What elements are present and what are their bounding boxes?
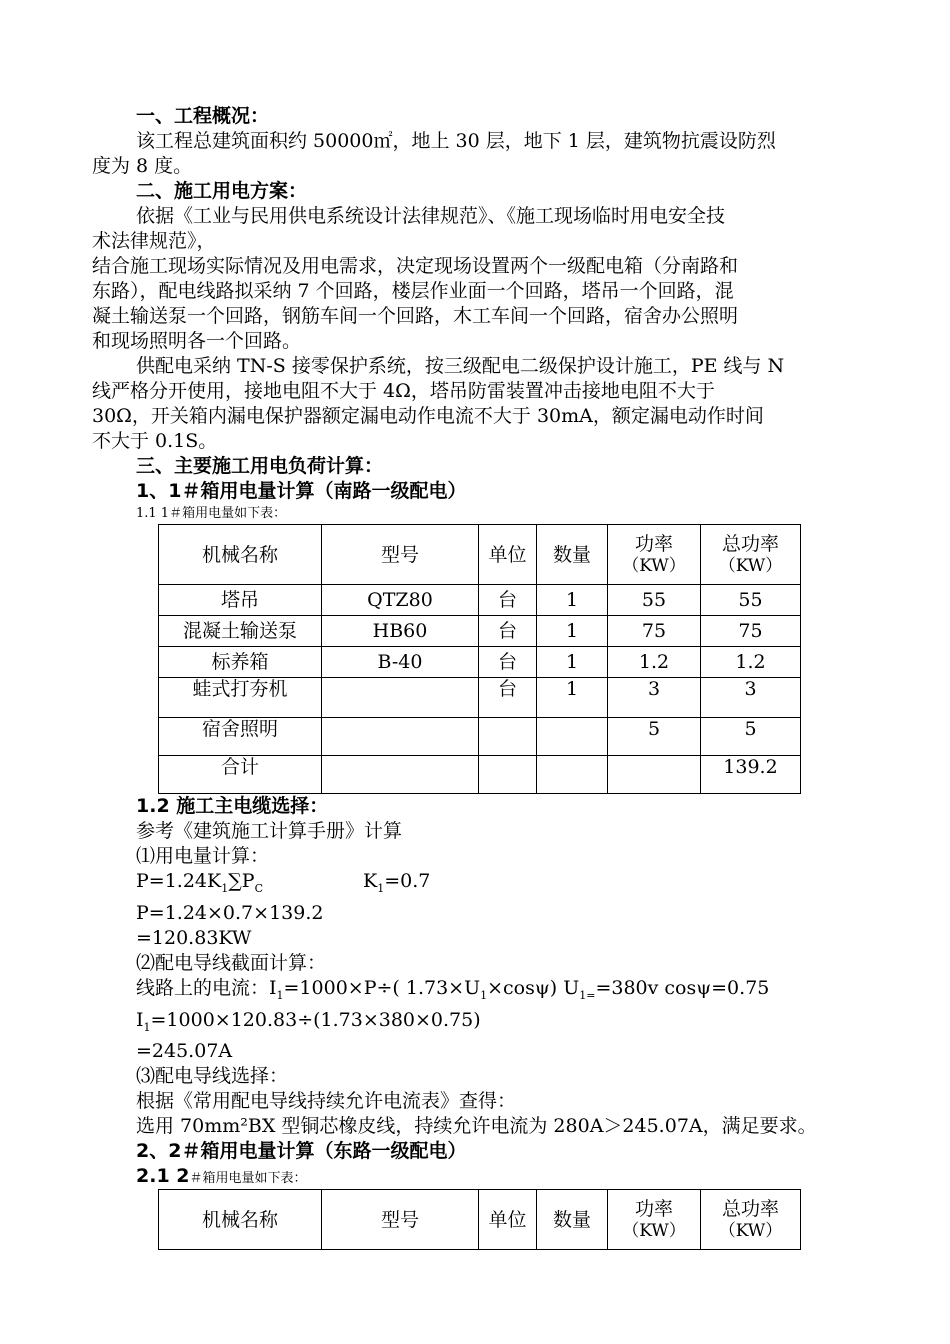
header-unit: （KW） [718, 555, 783, 576]
sec1-line-2: 度为 8 度。 [92, 155, 193, 177]
formula-subscript: C [254, 881, 263, 895]
sec2-p2-line-2: 东路），配电线路拟采纳 7 个回路，楼层作业面一个回路，塔吊一个回路，混 [92, 280, 734, 302]
table-cell: 台 [479, 647, 537, 678]
table-cell: 55 [608, 585, 701, 616]
formula-part: =1000×P÷( 1.73×U [283, 976, 481, 999]
header-cell: 型号 [322, 525, 479, 585]
table-cell: 139.2 [701, 756, 801, 794]
sec2-p2-line-3: 凝土输送泵一个回路，钢筋车间一个回路，木工车间一个回路，宿舍办公照明 [92, 305, 739, 327]
subsection-2-heading: 2、2＃箱用电量计算（东路一级配电） [136, 1140, 467, 1163]
formula-part: 线路上的电流：I [136, 976, 277, 999]
table-1-caption: 1.1 1＃箱用电量如下表： [136, 506, 287, 521]
table-2 [158, 1189, 801, 1250]
table-cell: 混凝土输送泵 [159, 616, 322, 647]
table-1 [158, 524, 801, 794]
header-cell: 机械名称 [159, 525, 322, 585]
table-header-row [159, 525, 801, 585]
table-cell: 1 [537, 585, 608, 616]
formula-part: K [362, 870, 378, 892]
step-3-label: ⑶配电导线选择： [136, 1065, 289, 1088]
formula-part: =380v cosψ=0.75 [595, 976, 770, 999]
formula-current [92, 976, 868, 1008]
section-2-heading: 二、施工用电方案： [136, 180, 308, 202]
table-cell [322, 756, 479, 794]
cable-selection-heading: 1.2 施工主电缆选择： [136, 795, 329, 817]
table-cell [608, 756, 701, 794]
formula-part: ×cosψ) U [487, 976, 580, 999]
header-label: 总功率 [721, 532, 779, 555]
sec2-p3-line-3: 30Ω，开关箱内漏电保护器额定漏电动作电流不大于 30mA，额定漏电动作时间 [92, 405, 764, 427]
table-2-caption [92, 1164, 868, 1189]
table-cell [322, 718, 479, 756]
section-3-heading: 三、主要施工用电负荷计算： [136, 455, 384, 477]
formula-subscript: 1 [276, 988, 284, 1002]
table-row [159, 585, 801, 616]
document-page [92, 104, 868, 1250]
table-header-row [159, 1190, 801, 1250]
table-cell: 1 [537, 647, 608, 678]
sec2-p3-line-4: 不大于 0.1S。 [92, 430, 218, 452]
table-cell: 3 [608, 678, 701, 718]
header-label: 总功率 [721, 1197, 779, 1220]
formula-subscript: 1 [143, 1020, 151, 1034]
table-cell: 台 [479, 585, 537, 616]
table-cell [537, 718, 608, 756]
formula-subscript: 1 [221, 881, 229, 895]
table-cell: 合计 [159, 756, 322, 794]
table-cell: 塔吊 [159, 585, 322, 616]
formula-part: ∑P [228, 870, 255, 892]
header-cell: 单位 [479, 525, 537, 585]
sec1-line-1: 该工程总建筑面积约 50000㎡，地上 30 层，地下 1 层，建筑物抗震设防烈 [136, 130, 776, 152]
sec2-p3-line-2: 线严格分开使用，接地电阻不大于 4Ω，塔吊防雷装置冲击接地电阻不大于 [92, 380, 715, 402]
table-cell: 3 [701, 678, 801, 718]
header-cell-total-power [701, 525, 801, 585]
table-cell: 1.2 [701, 647, 801, 678]
sec2-p3-line-1: 供配电采纳 TN-S 接零保护系统，按三级配电二级保护设计施工，PE 线与 N [136, 355, 785, 377]
table-cell: 75 [701, 616, 801, 647]
header-unit: （KW） [622, 1220, 686, 1241]
table-cell: 75 [608, 616, 701, 647]
formula-subscript: 1= [579, 988, 596, 1002]
formula-part: =0.7 [384, 870, 431, 892]
table-row [159, 647, 801, 678]
table-row [159, 616, 801, 647]
table-row [159, 718, 801, 756]
formula-current-result: =245.07A [136, 1040, 233, 1063]
caption-number: 2.1 2 [136, 1165, 190, 1188]
table-cell: B-40 [322, 647, 479, 678]
formula-subscript: 1 [480, 988, 488, 1002]
step-3-reference: 根据《常用配电导线持续允许电流表》查得： [136, 1090, 517, 1113]
table-cell: 5 [701, 718, 801, 756]
table-cell [322, 678, 479, 718]
formula-part: P=1.24K [136, 870, 222, 892]
table-row [159, 678, 801, 718]
table-cell [537, 756, 608, 794]
sec2-p2-line-4: 和现场照明各一个回路。 [92, 330, 302, 352]
caption-text: ＃箱用电量如下表： [189, 1171, 307, 1187]
header-cell: 数量 [537, 1190, 608, 1250]
subsection-1-heading: 1、1＃箱用电量计算（南路一级配电） [136, 480, 467, 502]
step-1-label: ⑴用电量计算： [136, 845, 270, 867]
formula-part: I [136, 1008, 144, 1031]
step-2-label: ⑵配电导线截面计算： [136, 951, 327, 974]
table-cell: QTZ80 [322, 585, 479, 616]
table-cell: HB60 [322, 616, 479, 647]
conductor-choice: 选用 70mm²BX 型铜芯橡皮线，持续允许电流为 280A＞245.07A，满足要求。 [136, 1115, 817, 1138]
table-cell [479, 756, 537, 794]
header-cell: 单位 [479, 1190, 537, 1250]
header-unit: （KW） [622, 555, 686, 576]
reference-line: 参考《建筑施工计算手册》计算 [136, 820, 403, 842]
table-cell: 55 [701, 585, 801, 616]
header-cell: 机械名称 [159, 1190, 322, 1250]
table-cell: 台 [479, 616, 537, 647]
formula-current-values [92, 1008, 868, 1040]
header-unit: （KW） [718, 1220, 783, 1241]
table-cell: 蛙式打夯机 [159, 678, 322, 718]
formula-part: =1000×120.83÷(1.73×380×0.75) [150, 1008, 481, 1031]
header-label: 功率 [634, 532, 673, 555]
header-cell-power [608, 1190, 701, 1250]
header-cell: 型号 [322, 1190, 479, 1250]
table-cell: 5 [608, 718, 701, 756]
formula-p [92, 869, 868, 901]
table-cell: 1.2 [608, 647, 701, 678]
table-total-row [159, 756, 801, 794]
table-cell: 宿舍照明 [159, 718, 322, 756]
formula-p-result: =120.83KW [136, 926, 252, 949]
sec2-p2-line-1: 结合施工现场实际情况及用电需求，决定现场设置两个一级配电箱（分南路和 [92, 255, 739, 277]
formula-p-values: P=1.24×0.7×139.2 [136, 901, 324, 924]
header-label: 功率 [634, 1197, 673, 1220]
header-cell-power [608, 525, 701, 585]
table-cell: 标养箱 [159, 647, 322, 678]
table-cell: 1 [537, 678, 608, 718]
sec2-p1-line-1: 依据《工业与民用供电系统设计法律规范》、《施工现场临时用电安全技 [136, 205, 726, 227]
sec2-p1-line-2: 术法律规范》， [92, 230, 216, 252]
section-1-heading: 一、工程概况： [136, 105, 270, 127]
header-cell: 数量 [537, 525, 608, 585]
table-cell: 1 [537, 616, 608, 647]
header-cell-total-power [701, 1190, 801, 1250]
table-cell: 台 [479, 678, 537, 718]
formula-subscript: 1 [377, 881, 385, 895]
table-cell [479, 718, 537, 756]
